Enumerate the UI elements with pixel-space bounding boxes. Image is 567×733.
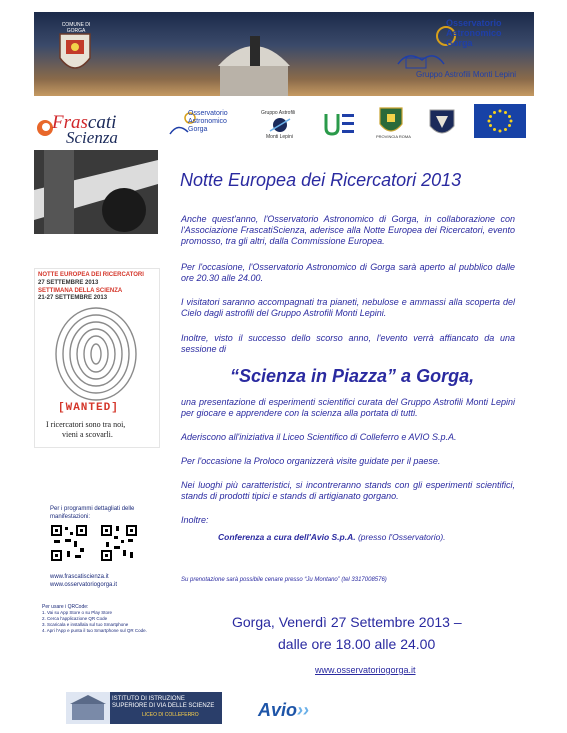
gruppo-astrofili-label-1: Gruppo Astrofili	[261, 110, 296, 116]
eu-flag-icon	[474, 104, 526, 138]
frascati-part-a: Fras	[52, 112, 88, 133]
avio-logo	[258, 700, 309, 721]
provincia-label: PROVINCIA ROMA	[376, 134, 411, 139]
comune-crest-icon	[428, 104, 456, 140]
ue-logo-icon	[322, 110, 358, 138]
qr-step: 4. Apri l'App e punta il tuo Smartphone sul QR Code.	[42, 628, 147, 633]
page-title: Notte Europea dei Ricercatori 2013	[180, 170, 462, 190]
observatory-subtitle: Gruppo Astrofili Monti Lepini	[416, 70, 517, 79]
gruppo-astrofili-label-2: Monti Lepini	[266, 134, 293, 140]
avio-chevron-icon: ››	[297, 700, 310, 720]
poster-line-1: NOTTE EUROPEA DEI RICERCATORI	[38, 272, 144, 278]
avio-label: Avio	[258, 700, 298, 720]
paragraph-3: I visitatori saranno accompagnati tra pianeti, nebulose e ammassi alla scoperta del Cielo dagli astrofili del Gruppo Astrofili Monti Lepini.	[181, 297, 515, 318]
scienza-in-piazza-heading: “Scienza in Piazza” a Gorga,	[230, 366, 475, 386]
observatory-title	[446, 18, 536, 48]
paragraph-7: Per l'occasione la Proloco organizzerà visite guidate per il paese.	[181, 456, 441, 466]
gruppo-astrofili-icon	[268, 117, 292, 133]
obs-title-line-3: Gorga	[446, 38, 473, 48]
qr-users-label: Per usare i QRCode:	[42, 604, 89, 610]
poster-tagline-1: I ricercatori sono tra noi,	[46, 420, 126, 429]
reservation-note: Su prenotazione sarà possibile cenare presso “Ju Montano” (tel 3317008576)	[181, 577, 387, 583]
event-time: dalle ore 18.00 alle 24.00	[278, 636, 436, 652]
programs-label: Per i programmi dettagliati delle manifestazioni:	[50, 506, 135, 520]
conference-title: Conferenza a cura dell'Avio S.p.A.	[218, 532, 356, 542]
observatory-small-logo-text: Osservatorio Astronomico Gorga	[188, 110, 228, 133]
obs-title-line-1: Osservatorio	[446, 18, 502, 28]
paragraph-2: Per l'occasione, l'Osservatorio Astronomico di Gorga sarà aperto al pubblico dalle ore 20.30 alle 24.00.	[181, 262, 515, 283]
qr-step: 1. Vai su App Store o su Play Store	[42, 610, 112, 615]
paragraph-5: una presentazione di esperimenti scientifici curata del Gruppo Astrofili Monti Lepini per giocare e apprendere con la scienza alla portata di tutti.	[181, 397, 515, 418]
fingerprint-icon	[50, 302, 142, 402]
poster-line-4: 21-27 SETTEMBRE 2013	[38, 295, 108, 301]
frascati-part-b: cati	[87, 112, 117, 133]
paragraph-4: Inoltre, visto il successo dello scorso anno, l'evento verrà affiancato da una sessione di	[181, 333, 515, 354]
conference-line	[218, 532, 446, 542]
qr-step: 2. Cerca l'applicazione QR Code	[42, 616, 108, 621]
inoltre-label: Inoltre:	[181, 515, 209, 525]
iis-label: ISTITUTO DI ISTRUZIONE SUPERIORE DI VIA DELLE SCIENZE	[112, 696, 215, 709]
paragraph-8: Nei luoghi più caratteristici, si incontreranno stands con gli esperimenti scientifici, stands di prodotti tipici e stands di artigianato gorgano.	[181, 480, 515, 501]
qr-code-icon[interactable]	[50, 524, 88, 562]
qr-code-icon[interactable]	[100, 524, 138, 562]
osservatoriogorga-link-small[interactable]: www.osservatoriogorga.it	[50, 582, 118, 588]
qr-step: 3. Scaricala e installala sul tuo Smartphone	[42, 622, 129, 627]
poster-wanted: [WANTED]	[58, 402, 119, 414]
paragraph-6: Aderiscono all'iniziativa il Liceo Scientifico di Colleferro e AVIO S.p.A.	[181, 432, 457, 442]
telescope-photo	[34, 150, 158, 234]
gorga-crest-icon	[58, 28, 92, 78]
poster-line-3: SETTIMANA DELLA SCIENZA	[38, 288, 123, 294]
frascatiscienza-link[interactable]: www.frascatiscienza.it	[50, 574, 109, 580]
obs-title-line-2: Astronomico	[446, 28, 502, 38]
qr-instructions	[42, 604, 147, 634]
iis-building-icon	[66, 692, 110, 724]
poster-tagline-2: vieni a scovarli.	[62, 430, 113, 439]
crest-label: COMUNE DI GORGA	[61, 22, 91, 34]
poster-line-2: 27 SETTEMBRE 2013	[38, 280, 99, 286]
observatory-dome-image	[212, 30, 296, 96]
frascati-scienza-logo	[52, 112, 118, 148]
event-date: Gorga, Venerdì 27 Settembre 2013 –	[232, 614, 462, 630]
website-link[interactable]: www.osservatoriogorga.it	[315, 665, 416, 675]
paragraph-1: Anche quest'anno, l'Osservatorio Astronomico di Gorga, in collaborazione con l'Associazione FrascatiScienza, aderisce alla Notte Europea dei Ricercatori, evento promosso, tra gli altri, dalla Commissione Europea.	[181, 214, 515, 246]
conference-location: (presso l'Osservatorio).	[355, 532, 446, 542]
frascati-part-c: Scienza	[66, 128, 118, 147]
telescope-image	[34, 150, 158, 234]
iis-sublabel: LICEO DI COLLEFERRO	[142, 712, 199, 718]
